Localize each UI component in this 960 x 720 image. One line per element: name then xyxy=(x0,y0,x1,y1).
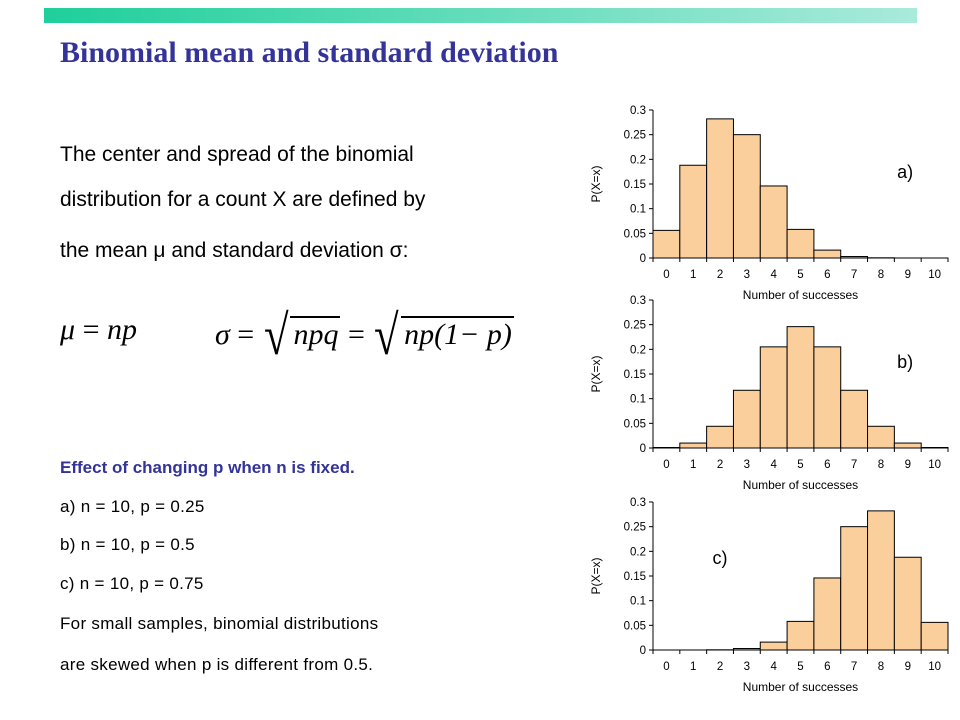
x-tick-label: 10 xyxy=(928,269,941,281)
x-tick-label: 1 xyxy=(690,459,697,471)
x-tick-label: 10 xyxy=(928,661,941,673)
x-tick-label: 8 xyxy=(877,459,885,471)
x-tick-label: 0 xyxy=(663,459,670,471)
bar xyxy=(894,443,921,448)
y-tick-label: 0.1 xyxy=(630,203,646,216)
sd-radicand-2: np(1− p) xyxy=(404,318,512,351)
square-root-icon: √ xyxy=(374,305,399,367)
x-tick-label: 5 xyxy=(797,661,804,673)
x-tick-label: 1 xyxy=(690,269,697,281)
intro-line-2: distribution for a count X are defined by xyxy=(60,188,426,211)
y-tick-label: 0.25 xyxy=(623,521,646,534)
x-tick-label: 9 xyxy=(904,661,911,673)
y-tick-label: 0.25 xyxy=(623,129,646,142)
histogram-chart-b xyxy=(585,290,950,500)
bar xyxy=(921,622,948,650)
x-axis-title: Number of successes xyxy=(742,478,859,492)
x-tick-label: 3 xyxy=(743,661,751,673)
x-tick-label: 9 xyxy=(904,459,911,471)
bar xyxy=(707,426,734,448)
x-tick-label: 4 xyxy=(770,269,777,281)
y-tick-label: 0.15 xyxy=(623,571,646,583)
y-tick-label: 0.15 xyxy=(623,369,646,381)
bar xyxy=(868,511,895,650)
note-line-2: are skewed when p is different from 0.5. xyxy=(60,655,374,674)
x-tick-label: 6 xyxy=(824,269,831,281)
histogram-chart-c xyxy=(585,492,950,702)
x-tick-label: 0 xyxy=(663,269,670,281)
equals-sign: = xyxy=(347,318,365,351)
mean-symbol: μ xyxy=(60,313,76,346)
bar xyxy=(894,557,921,650)
x-tick-label: 9 xyxy=(904,269,911,281)
y-tick-label: 0.1 xyxy=(630,595,646,608)
bar xyxy=(733,135,760,258)
x-tick-label: 8 xyxy=(877,269,885,281)
x-tick-label: 3 xyxy=(743,269,751,281)
x-tick-label: 7 xyxy=(850,269,858,281)
x-tick-label: 8 xyxy=(877,661,885,673)
bar xyxy=(787,621,814,650)
x-axis-title: Number of successes xyxy=(742,680,859,694)
y-axis-title: P(X=x) xyxy=(589,557,603,595)
x-tick-label: 2 xyxy=(716,661,724,673)
x-tick-label: 3 xyxy=(743,459,751,471)
bar xyxy=(707,119,734,258)
y-tick-label: 0.3 xyxy=(630,497,646,509)
slide-title: Binomial mean and standard deviation xyxy=(60,36,559,69)
bar xyxy=(653,230,680,258)
bar xyxy=(760,186,787,258)
x-tick-label: 1 xyxy=(690,661,697,673)
x-tick-label: 6 xyxy=(824,661,831,673)
y-tick-label: 0.05 xyxy=(623,228,646,241)
sd-formula xyxy=(215,305,514,367)
y-tick-label: 0 xyxy=(639,253,646,265)
y-tick-label: 0.3 xyxy=(630,295,646,307)
x-tick-label: 5 xyxy=(797,269,804,281)
y-axis-title: P(X=x) xyxy=(589,355,603,393)
bar xyxy=(787,229,814,258)
bar xyxy=(787,327,814,448)
x-tick-label: 2 xyxy=(716,269,724,281)
panel-label: a) xyxy=(897,162,914,182)
x-tick-label: 4 xyxy=(770,661,777,673)
x-tick-label: 0 xyxy=(663,661,670,673)
x-tick-label: 5 xyxy=(797,459,804,471)
bar xyxy=(680,165,707,258)
y-tick-label: 0.1 xyxy=(630,393,646,406)
bar xyxy=(760,347,787,448)
intro-line-3: the mean μ and standard deviation σ: xyxy=(60,239,409,262)
y-tick-label: 0.15 xyxy=(623,179,646,191)
intro-line-1: The center and spread of the binomial xyxy=(60,143,414,166)
x-axis-title: Number of successes xyxy=(742,288,859,302)
sd-symbol: σ xyxy=(215,318,230,351)
equals-sign: = xyxy=(237,318,255,351)
note-line-1: For small samples, binomial distributions xyxy=(60,614,379,633)
y-tick-label: 0 xyxy=(639,443,646,455)
panel-label: b) xyxy=(897,352,914,372)
case-c: c) n = 10, p = 0.75 xyxy=(60,574,204,593)
square-root-icon: √ xyxy=(263,305,289,367)
y-tick-label: 0.05 xyxy=(623,418,646,431)
bar xyxy=(841,527,868,650)
y-tick-label: 0 xyxy=(639,645,646,657)
case-a: a) n = 10, p = 0.25 xyxy=(60,497,205,516)
equals-sign: = xyxy=(82,313,100,346)
bar xyxy=(814,347,841,448)
y-tick-label: 0.2 xyxy=(630,154,646,167)
sd-radicand-1: npq xyxy=(293,318,339,351)
title-accent-bar xyxy=(44,8,917,23)
effect-heading: Effect of changing p when n is fixed. xyxy=(60,458,355,477)
bar xyxy=(733,390,760,448)
x-tick-label: 2 xyxy=(716,459,724,471)
x-tick-label: 7 xyxy=(850,459,858,471)
bar xyxy=(814,578,841,650)
bar xyxy=(680,443,707,448)
y-tick-label: 0.2 xyxy=(630,546,646,559)
histogram-chart-a xyxy=(585,100,950,310)
y-tick-label: 0.2 xyxy=(630,344,646,357)
x-tick-label: 6 xyxy=(824,459,831,471)
mean-formula xyxy=(60,313,137,347)
case-b: b) n = 10, p = 0.5 xyxy=(60,535,195,554)
y-tick-label: 0.3 xyxy=(630,105,646,117)
bar xyxy=(760,642,787,650)
bar xyxy=(814,250,841,258)
x-tick-label: 4 xyxy=(770,459,777,471)
mean-expression: np xyxy=(106,313,137,346)
panel-label: c) xyxy=(712,548,728,568)
x-tick-label: 10 xyxy=(928,459,941,471)
bar xyxy=(868,426,895,448)
x-tick-label: 7 xyxy=(850,661,858,673)
y-axis-title: P(X=x) xyxy=(589,165,603,203)
bar xyxy=(841,390,868,448)
y-tick-label: 0.05 xyxy=(623,620,646,633)
y-tick-label: 0.25 xyxy=(623,319,646,332)
